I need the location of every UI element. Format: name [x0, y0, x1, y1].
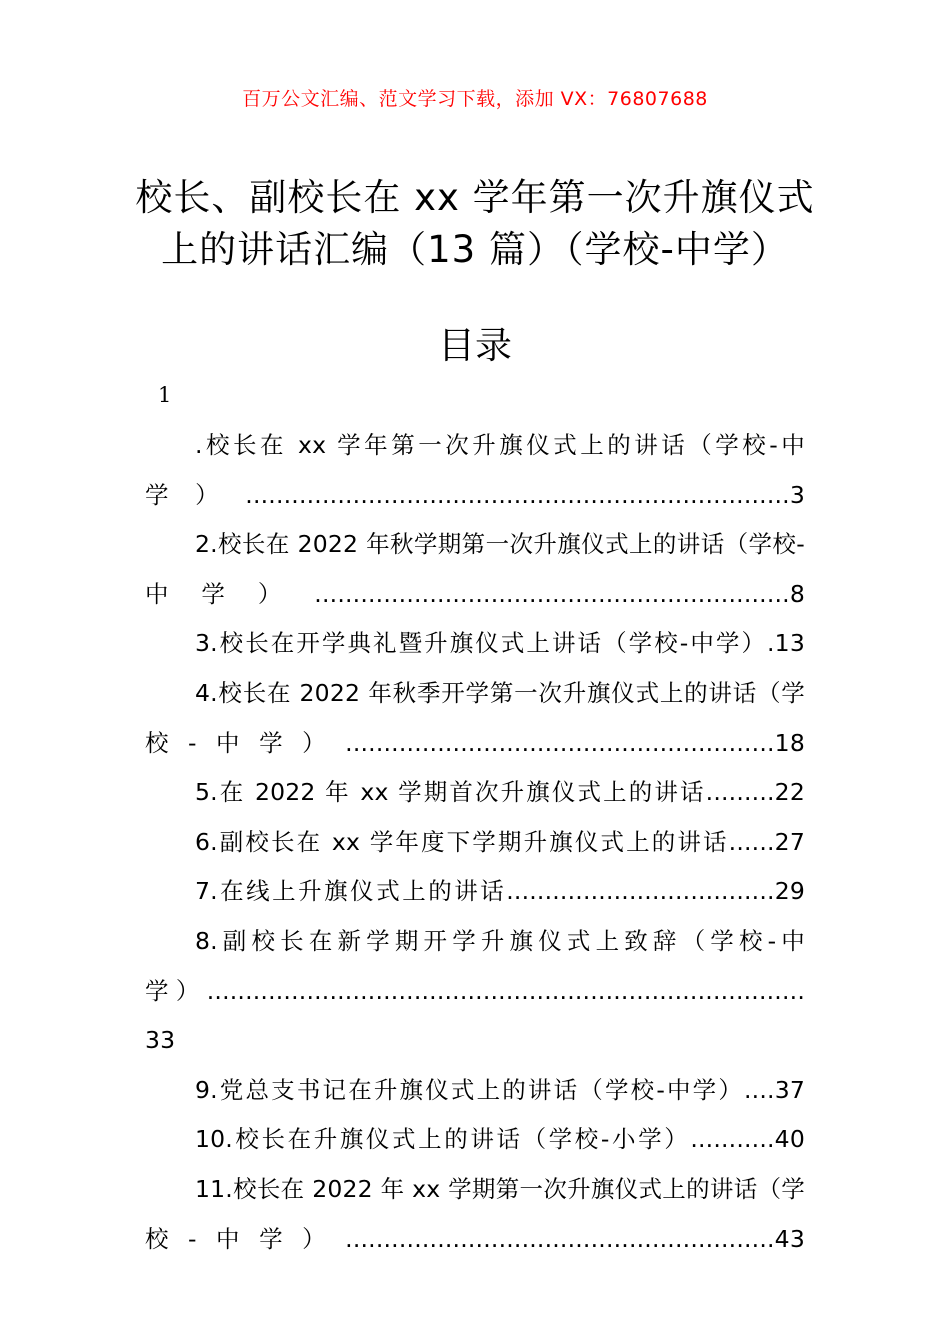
toc-entry[interactable]: 10.校长在升旗仪式上的讲话（学校-小学）...........40: [195, 1125, 805, 1154]
toc-list: [145, 421, 805, 1264]
toc-heading: 目录: [438, 324, 512, 367]
toc-entry[interactable]: 2.校长在 2022 年秋学期第一次升旗仪式上的讲话（学校-中学）..............................................................8: [145, 530, 805, 608]
toc-entry[interactable]: 6.副校长在 xx 学年度下学期升旗仪式上的讲话......27: [195, 827, 805, 856]
toc-entry[interactable]: 4.校长在 2022 年秋季开学第一次升旗仪式上的讲话（学校-中学）........................................................18: [145, 678, 805, 757]
document-title: 校长、副校长在 xx 学年第一次升旗仪式上的讲话汇编（13 篇）（学校-中学）: [135, 176, 815, 271]
toc-label: 1: [158, 383, 172, 407]
toc-entry[interactable]: 9.党总支书记在升旗仪式上的讲话（学校-中学）....37: [195, 1075, 805, 1104]
toc-entry[interactable]: 5.在 2022 年 xx 学期首次升旗仪式上的讲话.........22: [195, 778, 805, 807]
toc-entry[interactable]: 7.在线上升旗仪式上的讲话...................................29: [195, 877, 805, 906]
header-note: 百万公文汇编、范文学习下载，添加 VX：76807688: [242, 88, 708, 110]
toc-entry[interactable]: 8.副校长在新学期开学升旗仪式上致辞（学校-中学）..............................................................................33: [145, 926, 805, 1055]
toc-entry[interactable]: 3.校长在开学典礼暨升旗仪式上讲话（学校-中学）.13: [195, 629, 805, 658]
toc-entry[interactable]: .校长在 xx 学年第一次升旗仪式上的讲话（学校-中学）.......................................................................3: [145, 431, 805, 509]
toc-entry[interactable]: 11.校长在 2022 年 xx 学期第一次升旗仪式上的讲话（学校-中学）........................................................43: [145, 1174, 805, 1253]
